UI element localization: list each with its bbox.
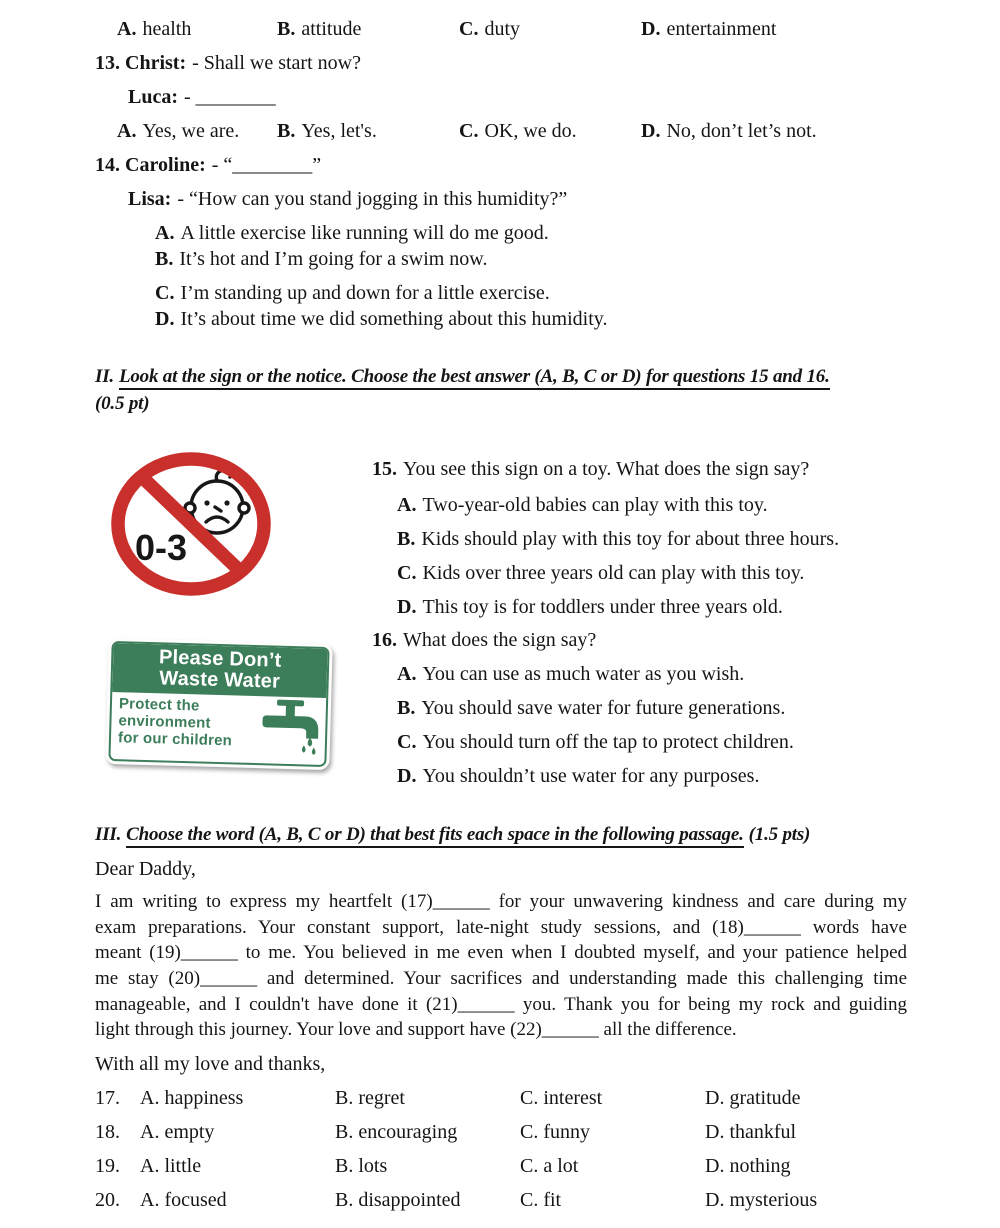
age-range-label: 0-3	[135, 527, 188, 568]
option-letter: D.	[641, 18, 661, 40]
option-letter: C.	[397, 731, 417, 753]
option-text: You shouldn’t use water for any purposes.	[422, 765, 760, 787]
option-15c	[397, 562, 804, 585]
option-letter: C.	[155, 282, 175, 304]
option-text: entertainment	[666, 18, 777, 40]
option-letter: B.	[277, 18, 296, 40]
letter-line: light through this journey. Your love and support have (22)______ all the difference.	[95, 1019, 737, 1041]
option-text: Kids over three years old can play with this toy.	[422, 562, 805, 584]
letter-line: I am writing to express my heartfelt (17)______ for your unwavering kindness and care during my	[95, 891, 907, 912]
option-13d	[641, 120, 817, 143]
answer-blank: - ________	[184, 86, 276, 108]
section-numeral: III.	[95, 824, 122, 845]
question-13	[95, 52, 361, 75]
option-13b	[277, 120, 377, 143]
option-text: It’s about time we did something about this humidity.	[180, 308, 608, 330]
letter-line: meant (19)______ to me. You believed in me even when I doubted myself, and your patience helped	[95, 942, 907, 964]
sign-body-line3: for our children	[117, 729, 233, 750]
option-letter: D.	[397, 596, 417, 618]
letter-closing: With all my love and thanks,	[95, 1053, 326, 1075]
option-20d: D. mysterious	[705, 1189, 818, 1211]
option-12b	[277, 18, 361, 41]
q19-number: 19.	[95, 1155, 120, 1177]
speaker-label: Luca:	[128, 86, 178, 108]
question-14-reply	[128, 188, 567, 211]
option-letter: A.	[117, 18, 137, 40]
option-14c	[155, 282, 550, 305]
option-text: You should turn off the tap to protect children.	[422, 731, 794, 753]
option-text: attitude	[301, 18, 362, 40]
option-text: You should save water for future generations.	[421, 697, 786, 719]
option-16b	[397, 697, 785, 720]
section-2-points: (0.5 pt)	[95, 393, 150, 414]
q18-number: 18.	[95, 1121, 120, 1143]
option-14b	[155, 248, 487, 271]
option-19b: B. lots	[335, 1155, 388, 1177]
question-15	[372, 458, 809, 481]
question-13-label: 13. Christ:	[95, 52, 187, 74]
option-letter: A.	[155, 222, 175, 244]
letter-line: me stay (20)______ and determined. Your sacrifices and understanding made this challenging time	[95, 968, 907, 990]
section-3-heading	[95, 824, 810, 846]
letter-line: exam preparations. Your constant support, late-night study sessions, and (18)______ words have	[95, 916, 907, 938]
option-18a: A. empty	[140, 1121, 215, 1143]
section-title: Look at the sign or the notice. Choose the best answer (A, B, C or D) for questions 15 and 16.	[119, 366, 830, 390]
option-15b	[397, 528, 839, 551]
sign-header-line1: Please Don’t	[158, 646, 282, 672]
option-text: Yes, let's.	[301, 120, 377, 142]
q17-number: 17.	[95, 1087, 120, 1109]
option-20b: B. disappointed	[335, 1189, 461, 1211]
option-text: health	[142, 18, 192, 40]
option-16a	[397, 663, 744, 686]
option-18c: C. funny	[520, 1121, 590, 1143]
section-2-heading	[95, 366, 830, 388]
option-text: duty	[484, 18, 521, 40]
option-15a	[397, 494, 768, 517]
option-20c: C. fit	[520, 1189, 562, 1211]
option-19c: C. a lot	[520, 1155, 579, 1177]
option-letter: B.	[277, 120, 296, 142]
option-letter: D.	[641, 120, 661, 142]
option-letter: A.	[397, 663, 417, 685]
question-13-prompt: - Shall we start now?	[192, 52, 361, 74]
option-16c	[397, 731, 794, 754]
option-letter: C.	[459, 18, 479, 40]
option-14d	[155, 308, 607, 331]
letter-line: manageable, and I couldn't have done it (21)______ you. Thank you for being my rock and guiding	[95, 993, 907, 1015]
question-13-reply	[128, 86, 276, 109]
option-letter: D.	[397, 765, 417, 787]
option-17d: D. gratitude	[705, 1087, 801, 1109]
option-16d	[397, 765, 759, 788]
option-text: OK, we do.	[484, 120, 577, 142]
question-14-quote: - “How can you stand jogging in this humidity?”	[177, 188, 568, 210]
section-title: Choose the word (A, B, C or D) that best fits each space in the following passage.	[126, 824, 744, 848]
toy-age-warning-sign-icon	[110, 452, 273, 598]
sign-body-text	[118, 695, 233, 749]
save-water-sign-frame	[108, 641, 329, 767]
option-19a: A. little	[140, 1155, 202, 1177]
sign-body-line1: Protect the	[118, 695, 200, 715]
option-15d	[397, 596, 783, 619]
option-letter: C.	[459, 120, 479, 142]
prohibition-circle-icon	[118, 459, 264, 589]
option-letter: A.	[397, 494, 417, 516]
speaker-label: Lisa:	[128, 188, 172, 210]
question-14	[95, 154, 321, 177]
question-text: You see this sign on a toy. What does the sign say?	[403, 458, 810, 480]
section-numeral: II.	[95, 366, 114, 387]
option-17c: C. interest	[520, 1087, 603, 1109]
sign-header-line2: Waste Water	[159, 667, 281, 693]
option-12c	[459, 18, 520, 41]
option-text: Yes, we are.	[142, 120, 240, 142]
option-20a: A. focused	[140, 1189, 227, 1211]
q20-number: 20.	[95, 1189, 120, 1211]
option-13c	[459, 120, 577, 143]
save-water-sign-body	[111, 692, 327, 760]
option-13a	[117, 120, 239, 143]
option-text: Kids should play with this toy for about three hours.	[421, 528, 840, 550]
question-14-label: 14. Caroline:	[95, 154, 206, 176]
option-text: This toy is for toddlers under three years old.	[422, 596, 783, 618]
option-text: I’m standing up and down for a little exercise.	[180, 282, 550, 304]
sign-body-line2: environment	[118, 712, 211, 732]
option-17b: B. regret	[335, 1087, 405, 1109]
option-text: It’s hot and I’m going for a swim now.	[179, 248, 488, 270]
option-text: No, don’t let’s not.	[666, 120, 817, 142]
letter-salutation: Dear Daddy,	[95, 858, 196, 880]
question-number: 16.	[372, 629, 397, 651]
option-18d: D. thankful	[705, 1121, 797, 1143]
option-letter: B.	[397, 528, 416, 550]
option-text: A little exercise like running will do me good.	[180, 222, 549, 244]
question-number: 15.	[372, 458, 397, 480]
option-18b: B. encouraging	[335, 1121, 458, 1143]
option-17a: A. happiness	[140, 1087, 244, 1109]
save-water-sign-header	[112, 643, 327, 698]
option-text: You can use as much water as you wish.	[422, 663, 745, 685]
option-letter: D.	[155, 308, 175, 330]
question-text: What does the sign say?	[403, 629, 597, 651]
question-16	[372, 629, 596, 652]
faucet-icon	[260, 698, 324, 758]
option-letter: C.	[397, 562, 417, 584]
save-water-sign	[105, 638, 332, 770]
letter-body	[95, 891, 907, 1045]
option-text: Two-year-old babies can play with this toy.	[422, 494, 768, 516]
section-points: (1.5 pts)	[748, 824, 811, 845]
option-14a	[155, 222, 549, 245]
option-12d	[641, 18, 776, 41]
option-12a	[117, 18, 191, 41]
answer-blank: - “________”	[211, 154, 322, 176]
option-19d: D. nothing	[705, 1155, 791, 1177]
option-letter: A.	[117, 120, 137, 142]
option-letter: B.	[155, 248, 174, 270]
option-letter: B.	[397, 697, 416, 719]
